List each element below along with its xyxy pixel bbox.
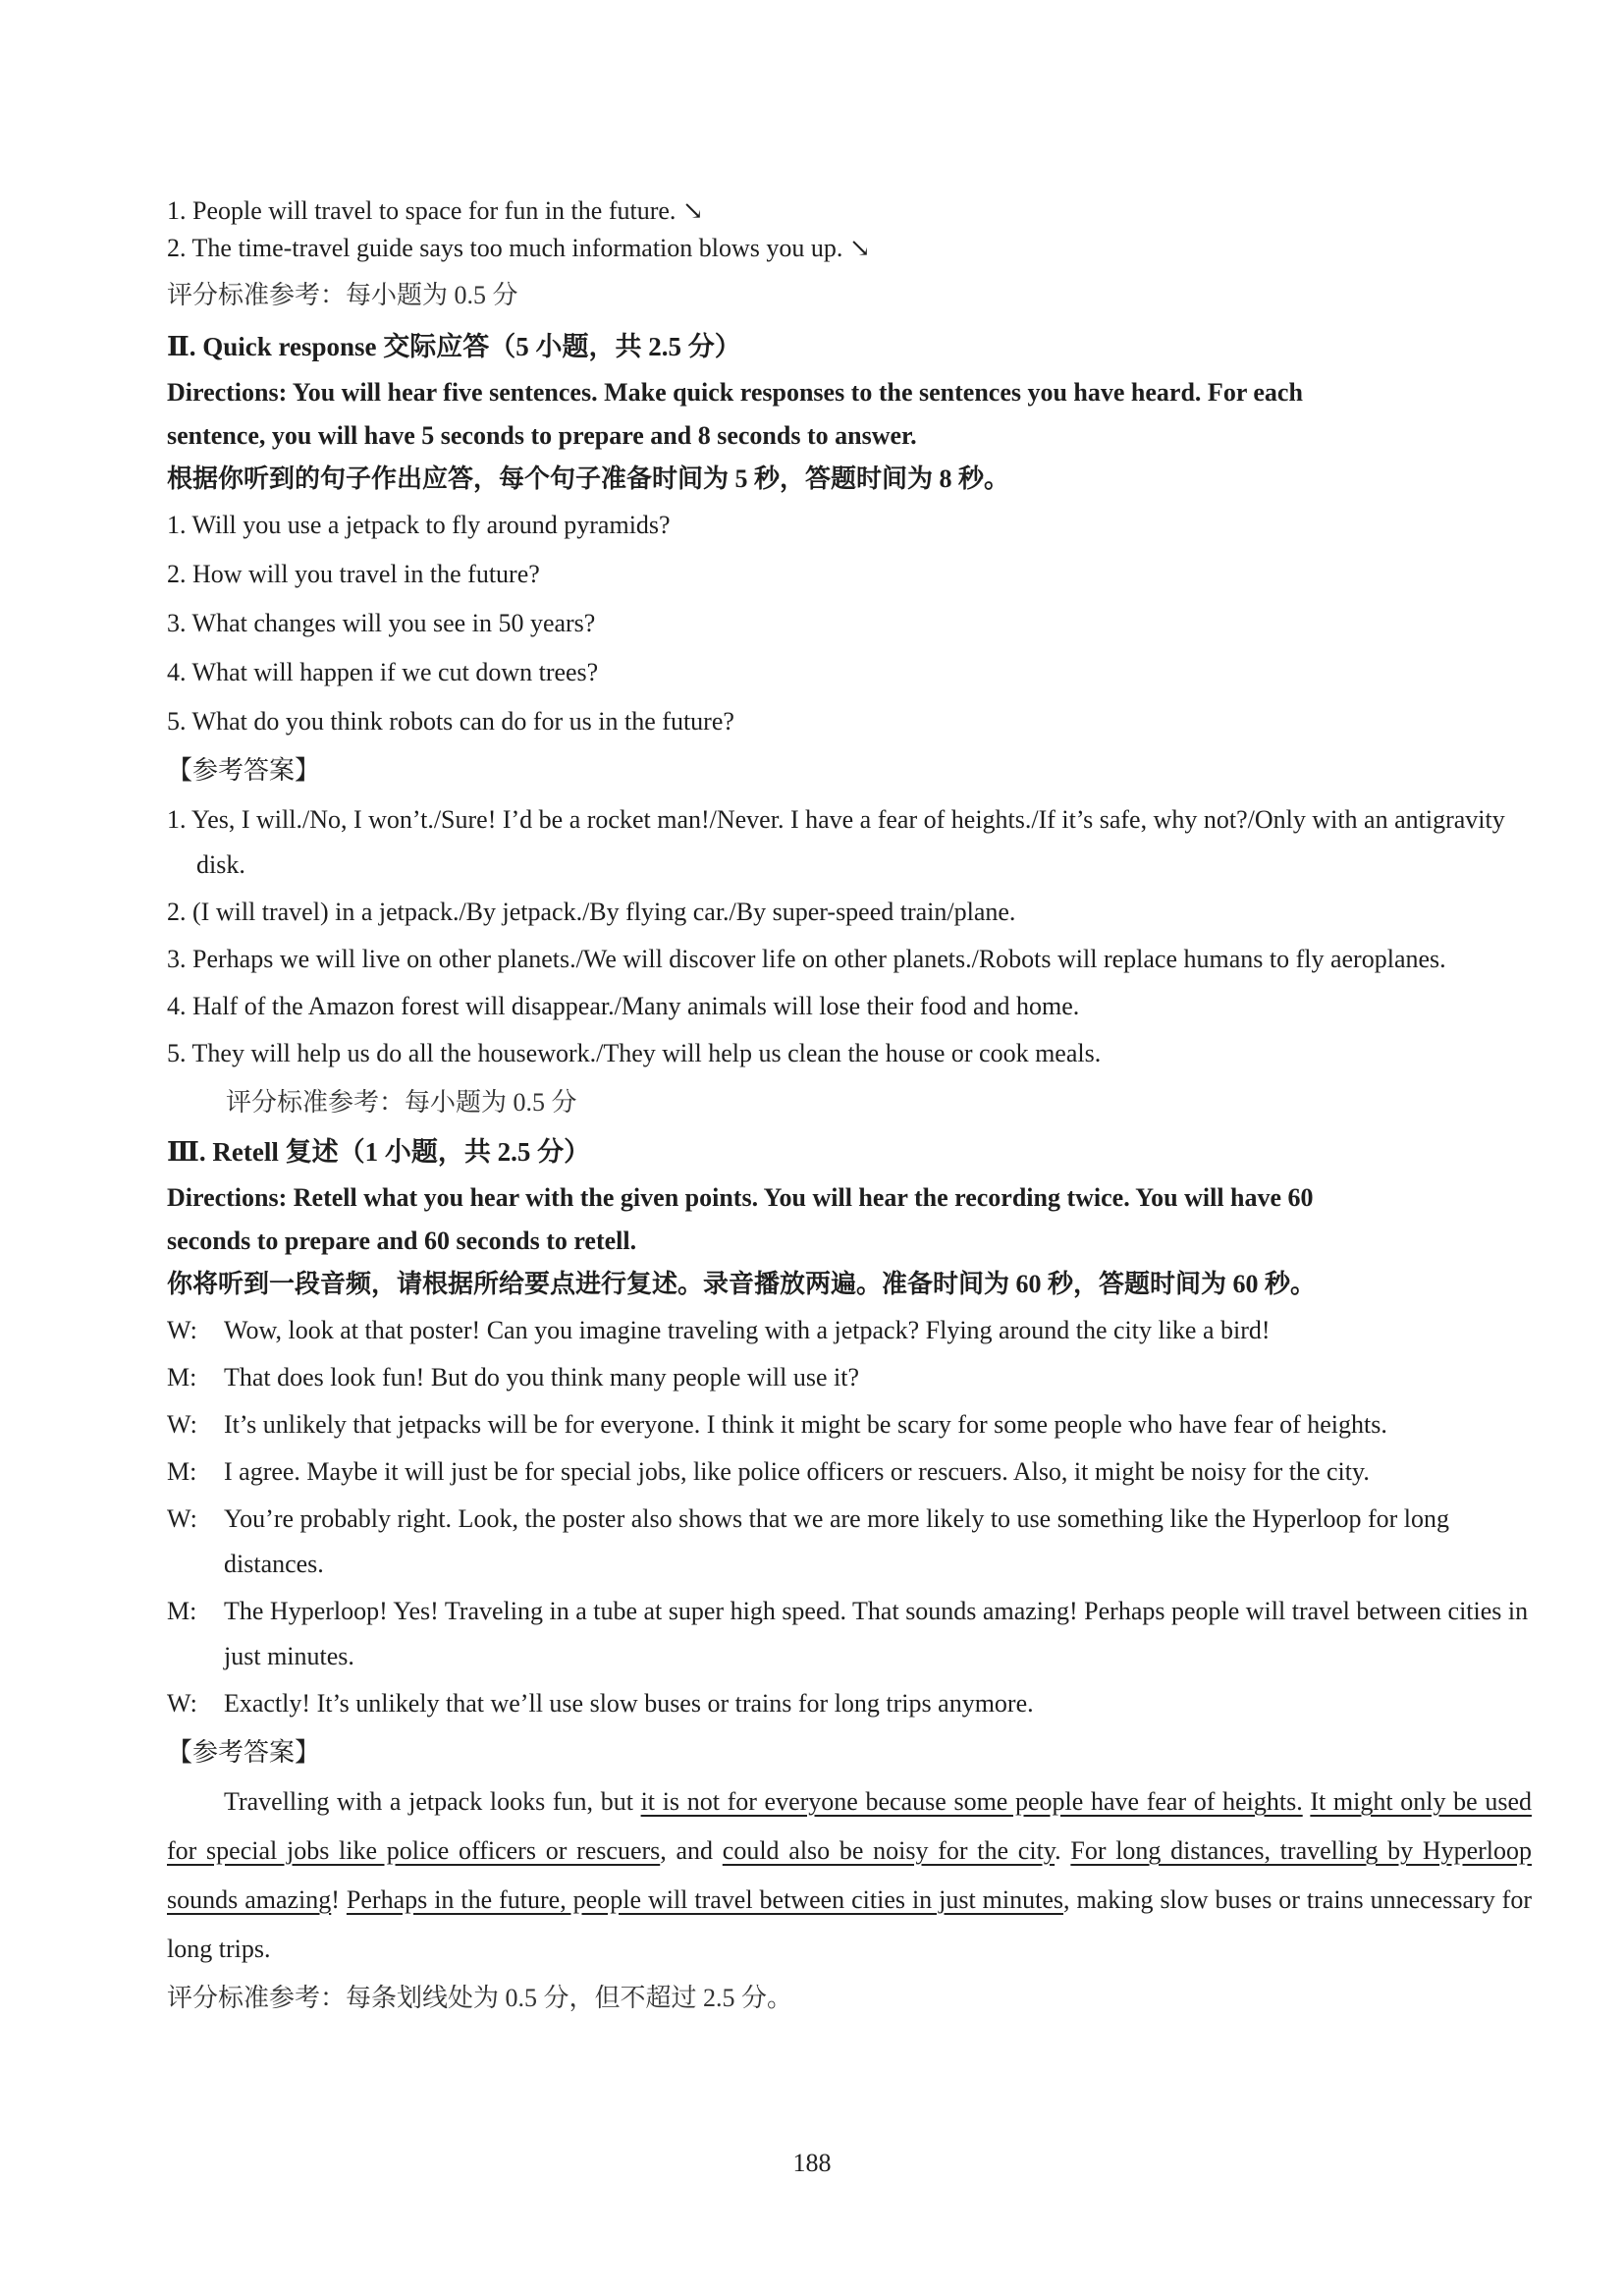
section2-answer-heading: 【参考答案】 bbox=[167, 756, 321, 785]
section3-directions-cn: 你将听到一段音频，请根据所给要点进行复述。录音播放两遍。准备时间为 60 秒，答题时间为 60 秒。 bbox=[167, 1270, 1317, 1298]
dialogue-line bbox=[167, 1402, 1532, 1447]
speaker-label: W: bbox=[167, 1316, 197, 1344]
underlined-point-4: For long distances, travelling by Hyperloop sounds amazing bbox=[167, 1836, 1533, 1914]
utterance: You’re probably right. Look, the poster also shows that we are more likely to use something like the Hyperloop for long distances. bbox=[224, 1504, 1450, 1578]
utterance: I agree. Maybe it will just be for special jobs, like police officers or rescuers. Also, it might be noisy for the city. bbox=[224, 1457, 1370, 1486]
dialogue-line bbox=[167, 1355, 1532, 1400]
dialogue-line bbox=[167, 1681, 1532, 1726]
speaker-label: W: bbox=[167, 1689, 197, 1718]
answer-item: 4. Half of the Amazon forest will disappear./Many animals will lose their food and home. bbox=[167, 992, 1080, 1020]
answer-item: 2. (I will travel) in a jetpack./By jetpack./By flying car./By super-speed train/plane. bbox=[167, 898, 1016, 926]
section3-directions-en-1: Directions: Retell what you hear with the given points. You will hear the recording twice. You will have 60 bbox=[167, 1183, 1314, 1212]
underlined-point-1: it is not for everyone because some people have fear of heights. bbox=[640, 1787, 1303, 1816]
speaker-label: W: bbox=[167, 1410, 197, 1439]
section3-score-note: 评分标准参考：每条划线处为 0.5 分，但不超过 2.5 分。 bbox=[167, 1984, 793, 2012]
read-aloud-item-2: 2. The time-travel guide says too much information blows you up. ↘ bbox=[167, 234, 871, 262]
question-item: 1. Will you use a jetpack to fly around pyramids? bbox=[167, 511, 671, 539]
dialogue-transcript bbox=[167, 1308, 1532, 1726]
dialogue-line bbox=[167, 1589, 1532, 1679]
answer-text: Travelling with a jetpack looks fun, but bbox=[224, 1787, 641, 1816]
answer-item: 1. Yes, I will./No, I won’t./Sure! I’d be a rocket man!/Never. I have a fear of heights./If it’s safe, why not?/Only with an antigravity disk. bbox=[167, 805, 1505, 879]
answer-text: , making slow buses or trains unnecessary for long trips. bbox=[167, 1885, 1532, 1963]
underlined-point-3: could also be noisy for the city bbox=[722, 1836, 1056, 1865]
section2-question-list bbox=[167, 501, 1532, 746]
answer-text: . bbox=[1055, 1836, 1071, 1865]
speaker-label: W: bbox=[167, 1504, 197, 1533]
page-content bbox=[167, 192, 1532, 2023]
page-number: 188 bbox=[792, 2149, 832, 2177]
section2-directions-en-2: sentence, you will have 5 seconds to prepare and 8 seconds to answer. bbox=[167, 421, 917, 450]
section2-title: Ⅱ. Quick response 交际应答（5 小题，共 2.5 分） bbox=[167, 332, 741, 361]
speaker-label: M: bbox=[167, 1363, 197, 1392]
dialogue-line bbox=[167, 1497, 1532, 1587]
section1-score-note: 评分标准参考：每小题为 0.5 分 bbox=[167, 281, 518, 309]
section2-answer-list bbox=[167, 797, 1532, 1076]
section3-answer-heading: 【参考答案】 bbox=[167, 1738, 321, 1767]
question-item: 2. How will you travel in the future? bbox=[167, 560, 540, 588]
dialogue-line bbox=[167, 1308, 1532, 1353]
section2-score-note: 评分标准参考：每小题为 0.5 分 bbox=[226, 1088, 577, 1117]
utterance: Exactly! It’s unlikely that we’ll use slow buses or trains for long trips anymore. bbox=[224, 1689, 1034, 1718]
section3-title: Ⅲ. Retell 复述（1 小题，共 2.5 分） bbox=[167, 1137, 591, 1167]
underlined-point-5: Perhaps in the future, people will travel between cities in just minutes bbox=[346, 1885, 1064, 1914]
utterance: It’s unlikely that jetpacks will be for everyone. I think it might be scary for some people who have fear of heights. bbox=[224, 1410, 1387, 1439]
utterance: That does look fun! But do you think many people will use it? bbox=[224, 1363, 860, 1392]
utterance: The Hyperloop! Yes! Traveling in a tube at super high speed. That sounds amazing! Perhaps people will travel between cities in just minutes. bbox=[224, 1597, 1529, 1670]
retell-model-answer bbox=[167, 1777, 1532, 1974]
answer-item: 3. Perhaps we will live on other planets./We will discover life on other planets./Robots will replace humans to fly aeroplanes. bbox=[167, 945, 1446, 973]
section2-directions-cn: 根据你听到的句子作出应答，每个句子准备时间为 5 秒，答题时间为 8 秒。 bbox=[167, 464, 1010, 493]
section2-directions-en-1: Directions: You will hear five sentences. Make quick responses to the sentences you have heard. For each bbox=[167, 378, 1303, 407]
answer-text: ! bbox=[331, 1885, 347, 1914]
answer-text: , and bbox=[660, 1836, 723, 1865]
answer-item: 5. They will help us do all the housework./They will help us clean the house or cook meals. bbox=[167, 1039, 1102, 1067]
speaker-label: M: bbox=[167, 1457, 197, 1486]
underlined-point-2: It might only be used for special jobs like police officers or rescuers bbox=[167, 1787, 1533, 1865]
read-aloud-item-1: 1. People will travel to space for fun in the future. ↘ bbox=[167, 196, 704, 225]
speaker-label: M: bbox=[167, 1597, 197, 1625]
question-item: 5. What do you think robots can do for us in the future? bbox=[167, 707, 734, 736]
section3-directions-en-2: seconds to prepare and 60 seconds to retell. bbox=[167, 1227, 637, 1255]
utterance: Wow, look at that poster! Can you imagine traveling with a jetpack? Flying around the city like a bird! bbox=[224, 1316, 1271, 1344]
question-item: 4. What will happen if we cut down trees? bbox=[167, 658, 599, 686]
dialogue-line bbox=[167, 1449, 1532, 1495]
question-item: 3. What changes will you see in 50 years? bbox=[167, 609, 596, 637]
